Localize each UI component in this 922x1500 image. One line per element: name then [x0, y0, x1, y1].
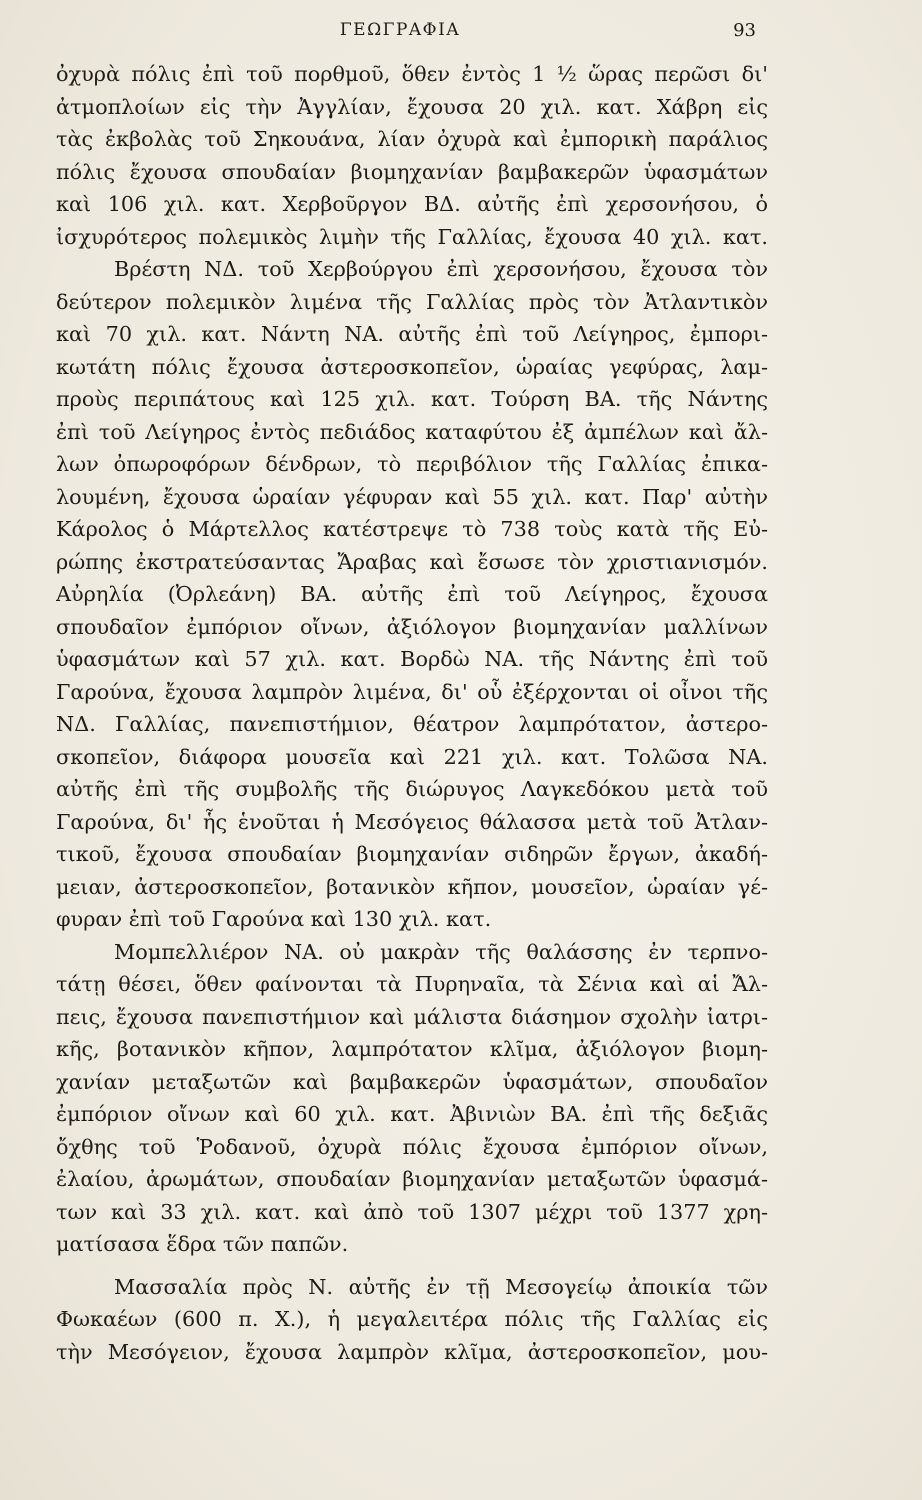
text-line: τικοῦ, ἔχουσα σπουδαίαν βιομηχανίαν σιδηρῶν ἔργων, ἀκαδή- — [56, 842, 768, 866]
text-line: σπουδαῖον ἐμπόριον οἴνων, ἀξιόλογον βιομηχανίαν μαλλίνων — [56, 614, 768, 639]
text-line: ὄχθης τοῦ Ῥοδανοῦ, ὀχυρὰ πόλις ἔχουσα ἐμπόριον οἴνων, — [56, 1134, 768, 1159]
text-line: ἐμπόριον οἴνων καὶ 60 χιλ. κατ. Ἀβινιὼν ΒΑ. ἐπὶ τῆς δεξιᾶς — [56, 1102, 768, 1126]
text-line: χανίαν μεταξωτῶν καὶ βαμβακερῶν ὑφασμάτων, σπουδαῖον — [56, 1069, 768, 1094]
text-line: Μασσαλία πρὸς Ν. αὐτῆς ἐν τῇ Μεσογείῳ ἀποικία τῶν — [114, 1274, 768, 1299]
text-line: κωτάτη πόλις ἔχουσα ἀστεροσκοπεῖον, ὡραίας γεφύρας, λαμ- — [56, 354, 768, 379]
text-line: ἐλαίου, ἀρωμάτων, σπουδαίαν βιομηχανίαν μεταξωτῶν ὑφασμά- — [56, 1167, 768, 1191]
text-line: τάτῃ θέσει, ὅθεν φαίνονται τὰ Πυρηναῖα, τὰ Σένια καὶ αἱ Ἄλ- — [56, 972, 768, 996]
text-line: τὰς ἐκβολὰς τοῦ Σηκουάνα, λίαν ὀχυρὰ καὶ ἐμπορικὴ παράλιος — [56, 127, 768, 151]
text-line: καὶ 106 χιλ. κατ. Χερβοῦργον ΒΔ. αὐτῆς ἐπὶ χερσονήσου, ὁ — [56, 192, 768, 216]
text-line: Μομπελλιέρον ΝΑ. οὐ μακρὰν τῆς θαλάσσης ἐν τερπνο- — [114, 939, 768, 964]
body-text — [56, 58, 768, 1368]
text-line: ἐπὶ τοῦ Λείγηρος ἐντὸς πεδιάδος καταφύτου ἐξ ἀμπέλων καὶ ἄλ- — [56, 419, 768, 444]
text-line: των καὶ 33 χιλ. κατ. καὶ ἀπὸ τοῦ 1307 μέχρι τοῦ 1377 χρη- — [56, 1199, 768, 1224]
text-line: μειαν, ἀστεροσκοπεῖον, βοτανικὸν κῆπον, μουσεῖον, ὡραίαν γέ- — [56, 874, 768, 899]
text-line: δεύτερον πολεμικὸν λιμένα τῆς Γαλλίας πρὸς τὸν Ἀτλαντικὸν — [56, 289, 768, 314]
paragraph-gap — [56, 1261, 768, 1271]
text-line: τὴν Μεσόγειον, ἔχουσα λαμπρὸν κλῖμα, ἀστεροσκοπεῖον, μου- — [56, 1339, 768, 1364]
text-line: ὑφασμάτων καὶ 57 χιλ. κατ. Βορδὼ ΝΑ. τῆς Νάντης ἐπὶ τοῦ — [56, 647, 768, 671]
text-line: πεις, ἔχουσα πανεπιστήμιον καὶ μάλιστα διάσημον σχολὴν ἰατρι- — [56, 1004, 768, 1029]
text-line: Γαρούνα, δι' ἧς ἑνοῦται ἡ Μεσόγειος θάλασσα μετὰ τοῦ Ἀτλαν- — [56, 809, 768, 834]
text-line: Κάρολος ὁ Μάρτελλος κατέστρεψε τὸ 738 τοὺς κατὰ τῆς Εὐ- — [56, 517, 768, 541]
text-line: αὐτῆς ἐπὶ τῆς συμβολῆς τῆς διώρυγος Λαγκεδόκου μετὰ τοῦ — [56, 777, 768, 801]
text-line: ἰσχυρότερος πολεμικὸς λιμὴν τῆς Γαλλίας, ἔχουσα 40 χιλ. κατ. — [56, 224, 768, 249]
text-line: ἀτμοπλοίων εἰς τὴν Ἀγγλίαν, ἔχουσα 20 χιλ. κατ. Χάβρη εἰς — [56, 94, 768, 119]
text-line: πόλις ἔχουσα σπουδαίαν βιομηχανίαν βαμβακερῶν ὑφασμάτων — [56, 159, 768, 184]
text-line: κῆς, βοτανικὸν κῆπον, λαμπρότατον κλῖμα, ἀξιόλογον βιομη- — [56, 1037, 768, 1061]
running-head — [60, 20, 756, 46]
text-line: καὶ 70 χιλ. κατ. Νάντη ΝΑ. αὐτῆς ἐπὶ τοῦ Λείγηρος, ἐμπορι- — [56, 322, 768, 346]
text-line: ρώπης ἐκστρατεύσαντας Ἄραβας καὶ ἔσωσε τὸν χριστιανισμόν. — [56, 549, 768, 574]
text-line: λουμένη, ἔχουσα ὡραίαν γέφυραν καὶ 55 χιλ. κατ. Παρ' αὐτὴν — [56, 484, 768, 509]
text-line: ΝΔ. Γαλλίας, πανεπιστήμιον, θέατρον λαμπρότατον, ἀστερο- — [56, 712, 768, 736]
text-line: προὺς περιπάτους καὶ 125 χιλ. κατ. Τούρση ΒΑ. τῆς Νάντης — [56, 387, 768, 411]
text-line: λων ὀπωροφόρων δένδρων, τὸ περιβόλιον τῆς Γαλλίας ἐπικα- — [56, 452, 768, 476]
text-line: Αὐρηλία (Ὀρλεάνη) ΒΑ. αὐτῆς ἐπὶ τοῦ Λείγηρος, ἔχουσα — [56, 582, 768, 606]
page-title: ΓΕΩΓΡΑΦΙΑ — [339, 20, 461, 40]
text-line: ὀχυρὰ πόλις ἐπὶ τοῦ πορθμοῦ, ὅθεν ἐντὸς 1 ½ ὥρας περῶσι δι' — [56, 62, 768, 86]
text-line: Φωκαέων (600 π. Χ.), ἡ μεγαλειτέρα πόλις τῆς Γαλλίας εἰς — [56, 1307, 768, 1331]
text-line: Γαρούνα, ἔχουσα λαμπρὸν λιμένα, δι' οὗ ἐξέρχονται οἱ οἶνοι τῆς — [56, 679, 768, 704]
page-number: 93 — [733, 20, 756, 41]
text-line: φυραν ἐπὶ τοῦ Γαρούνα καὶ 130 χιλ. κατ. — [56, 907, 492, 931]
text-line: Βρέστη ΝΔ. τοῦ Χερβούργου ἐπὶ χερσονήσου, ἔχουσα τὸν — [114, 257, 768, 281]
text-line: σκοπεῖον, διάφορα μουσεῖα καὶ 221 χιλ. κατ. Τολῶσα ΝΑ. — [56, 744, 768, 769]
text-line: ματίσασα ἕδρα τῶν παπῶν. — [56, 1232, 349, 1256]
